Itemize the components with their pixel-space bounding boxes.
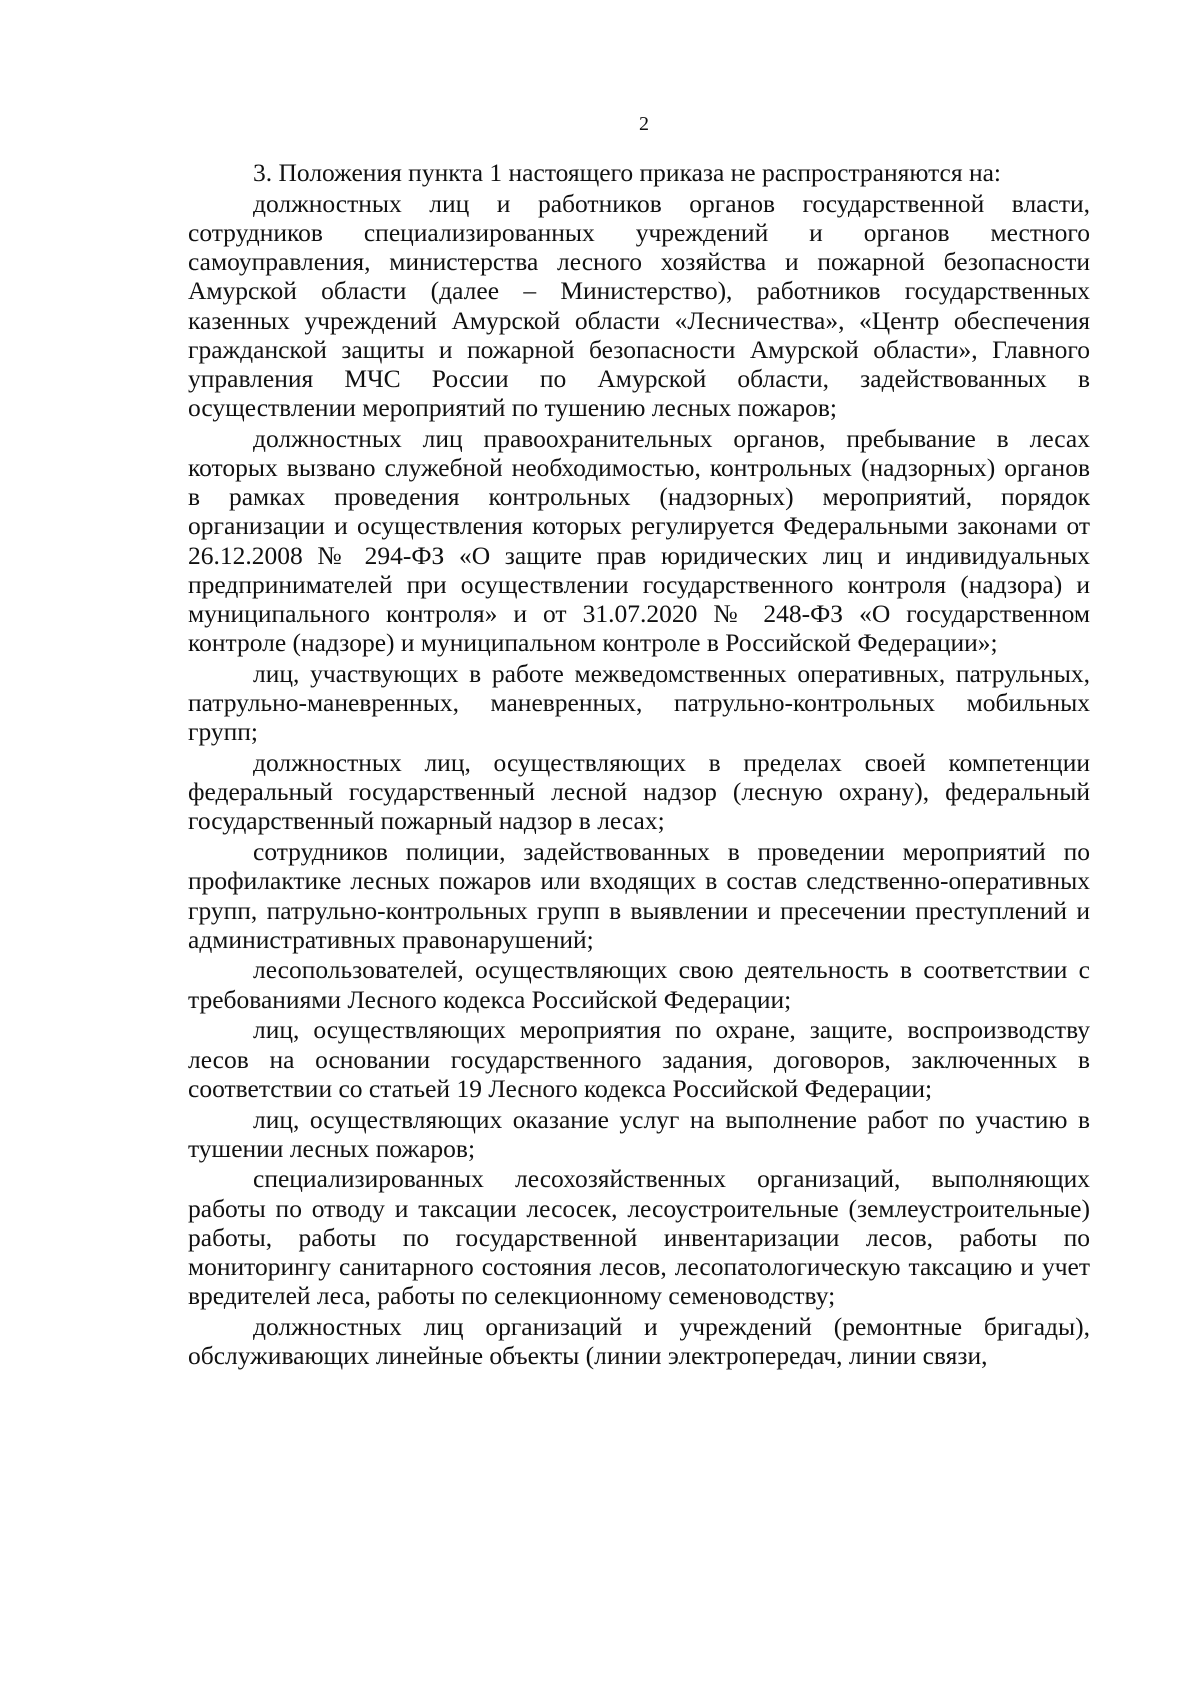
document-body — [188, 158, 1090, 1372]
paragraph-forest-supervision: должностных лиц, осуществляющих в пределах своей компетенции федеральный государственный лесной надзор (лесную охрану), федеральный государственный пожарный надзор в лесах; — [188, 748, 1090, 836]
paragraph-interagency-groups: лиц, участвующих в работе межведомственных оперативных, патрульных, патрульно-маневренных, маневренных, патрульно-контрольных мобильных групп; — [188, 658, 1090, 747]
paragraph-police: сотрудников полиции, задействованных в проведении мероприятий по профилактике лесных пожаров или входящих в состав следственно-оперативных групп, патрульно-контрольных групп в выявлении и пресечении преступлений и административных правонарушений; — [188, 837, 1090, 954]
page-number: 2 — [639, 113, 649, 135]
paragraph-clause-3: 3. Положения пункта 1 настоящего приказа не распространяются на: — [253, 158, 1002, 187]
paragraph-law-enforcement: должностных лиц правоохранительных органов, пребывание в лесах которых вызвано служебной необходимостью, контрольных (надзорных) органов в рамках проведения контрольных (надзорных) мероприятий, порядок организации и осуществления которых регулируется Федеральными законами от 26.12.2008 № 294-ФЗ «О защите прав юридических лиц и индивидуальных предпринимателей при осуществлении государственного контроля (надзора) и муниципального контроля» и от 31.07.2020 № 248-ФЗ «О государственном контроле (надзоре) и муниципальном контроле в Российской Федерации»; — [188, 423, 1090, 658]
paragraph-forest-protection: лиц, осуществляющих мероприятия по охране, защите, воспроизводству лесов на основании государственного задания, договоров, заключенных в соответствии со статьей 19 Лесного кодекса Российской Федерации; — [188, 1015, 1090, 1103]
paragraph-linear-objects: должностных лиц организаций и учреждений (ремонтные бригады), обслуживающих линейные объекты (линии электропередач, линии связи, — [188, 1311, 1090, 1371]
paragraph-officials-authorities: должностных лиц и работников органов государственной власти, сотрудников специализированных учреждений и органов местного самоуправления, министерства лесного хозяйства и пожарной безопасности Амурской области (далее – Министерство), работников государственных казенных учреждений Амурской области «Лесничества», «Центр обеспечения гражданской защиты и пожарной безопасности Амурской области», Главного управления МЧС России по Амурской области, задействованных в осуществлении мероприятий по тушению лесных пожаров; — [188, 188, 1090, 423]
paragraph-firefighting-services: лиц, осуществляющих оказание услуг на выполнение работ по участию в тушении лесных пожаров; — [188, 1104, 1090, 1163]
paragraph-forestry-organizations: специализированных лесохозяйственных организаций, выполняющих работы по отводу и таксации лесосек, лесоустроительные (землеустроительные) работы, работы по государственной инвентаризации лесов, работы по мониторингу санитарного состояния лесов, лесопатологическую таксацию и учет вредителей леса, работы по селекционному семеноводству; — [188, 1164, 1090, 1311]
paragraph-forest-users: лесопользователей, осуществляющих свою деятельность в соответствии с требованиями Лесного кодекса Российской Федерации; — [188, 955, 1090, 1014]
